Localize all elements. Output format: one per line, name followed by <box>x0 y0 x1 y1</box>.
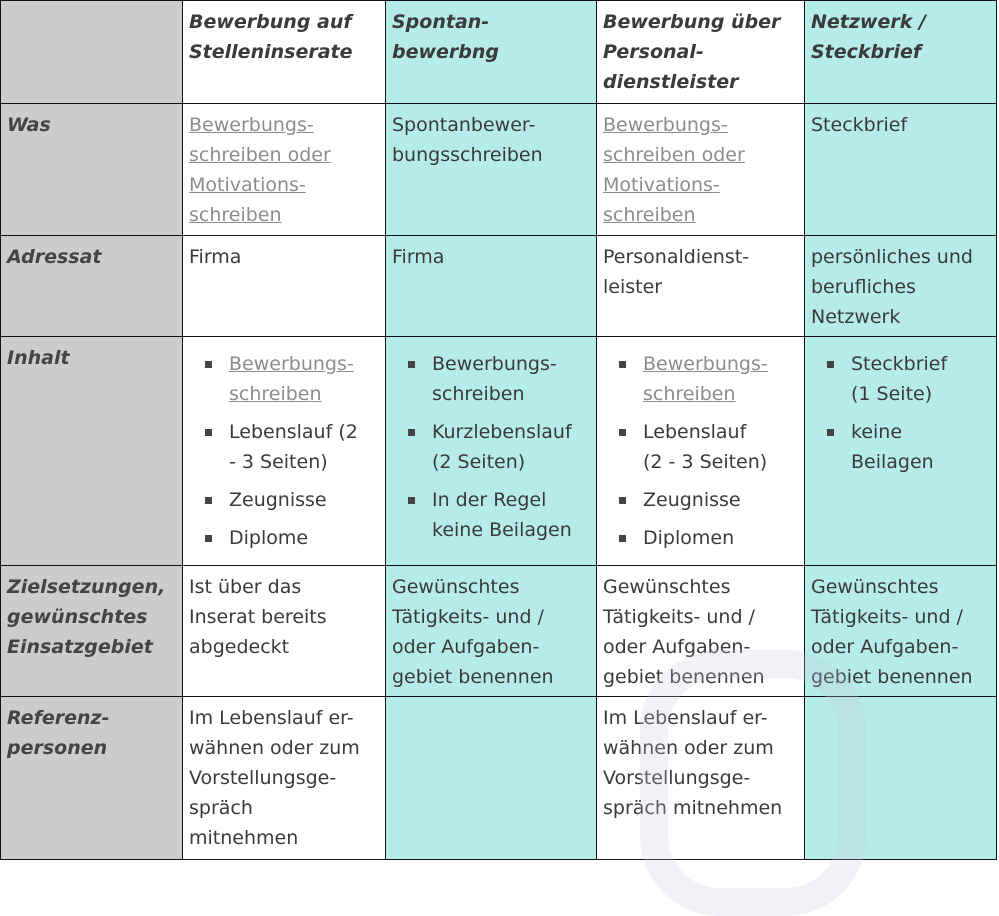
header-stelleninserate: Bewerbung auf Stelleninserate <box>183 1 386 104</box>
adressat-stelleninserate: Firma <box>183 236 386 337</box>
bullet-list <box>603 343 798 553</box>
inhalt-netzwerk <box>805 337 997 566</box>
bullet-list <box>189 343 379 553</box>
link-bewerbungsschreiben[interactable]: schreiben oder <box>189 144 331 166</box>
list-item: Zeugnisse <box>205 485 379 515</box>
referenz-spontan <box>386 697 597 860</box>
list-item: In der Regel keine Beilagen <box>408 485 590 545</box>
link-bewerbungsschreiben[interactable]: Bewerbungs- <box>603 114 728 136</box>
row-zielsetzungen <box>1 566 997 697</box>
bullet-list <box>811 343 990 477</box>
ziel-spontan: Gewünschtes Tätigkeits- und / oder Aufgaben- gebiet benennen <box>386 566 597 697</box>
adressat-personaldienstleister: Personaldienst- leister <box>597 236 805 337</box>
link-bewerbungsschreiben[interactable]: Bewerbungs- <box>189 114 314 136</box>
row-label-inhalt: Inhalt <box>1 337 183 566</box>
adressat-spontan: Firma <box>386 236 597 337</box>
referenz-personaldienstleister: Im Lebenslauf er- wähnen oder zum Vorstellungsge- spräch mitnehmen <box>597 697 805 860</box>
inhalt-personaldienstleister <box>597 337 805 566</box>
inhalt-stelleninserate <box>183 337 386 566</box>
referenz-stelleninserate: Im Lebenslauf er- wähnen oder zum Vorstellungsge- spräch mitnehmen <box>183 697 386 860</box>
list-item: Lebenslauf (2 - 3 Seiten) <box>619 417 798 477</box>
was-netzwerk: Steckbrief <box>805 104 997 236</box>
link-bewerbungsschreiben[interactable]: schreiben oder <box>603 144 745 166</box>
ziel-netzwerk: Gewünschtes Tätigkeits- und / oder Aufgaben- gebiet benennen <box>805 566 997 697</box>
link-motivationsschreiben[interactable]: Motivations- <box>189 174 306 196</box>
list-item: keine Beilagen <box>827 417 990 477</box>
row-label-zielsetzungen: Zielsetzungen, gewünschtes Einsatzgebiet <box>1 566 183 697</box>
ziel-stelleninserate: Ist über das Inserat bereits abgedeckt <box>183 566 386 697</box>
list-item: Diplome <box>205 523 379 553</box>
ziel-personaldienstleister: Gewünschtes Tätigkeits- und / oder Aufgaben- gebiet benennen <box>597 566 805 697</box>
row-label-referenzpersonen: Referenz- personen <box>1 697 183 860</box>
inhalt-spontan <box>386 337 597 566</box>
row-referenzpersonen <box>1 697 997 860</box>
header-corner <box>1 1 183 104</box>
adressat-netzwerk: persönliches und berufliches Netzwerk <box>805 236 997 337</box>
list-item[interactable]: Bewerbungs- schreiben <box>205 349 379 409</box>
was-stelleninserate[interactable] <box>183 104 386 236</box>
link-motivationsschreiben[interactable]: Motivations- <box>603 174 720 196</box>
row-adressat <box>1 236 997 337</box>
list-item: Bewerbungs- schreiben <box>408 349 590 409</box>
was-spontan: Spontanbewer- bungsschreiben <box>386 104 597 236</box>
row-was <box>1 104 997 236</box>
bullet-list <box>392 343 590 545</box>
list-item: Lebenslauf (2 - 3 Seiten) <box>205 417 379 477</box>
list-item: Diplomen <box>619 523 798 553</box>
header-spontanbewerbung: Spontan- bewerbng <box>386 1 597 104</box>
header-row <box>1 1 997 104</box>
header-netzwerk: Netzwerk / Steckbrief <box>805 1 997 104</box>
referenz-netzwerk <box>805 697 997 860</box>
link-motivationsschreiben[interactable]: schreiben <box>189 204 282 226</box>
row-label-adressat: Adressat <box>1 236 183 337</box>
list-item: Steckbrief (1 Seite) <box>827 349 990 409</box>
row-label-was: Was <box>1 104 183 236</box>
row-inhalt <box>1 337 997 566</box>
link-motivationsschreiben[interactable]: schreiben <box>603 204 696 226</box>
list-item: Kurzlebenslauf (2 Seiten) <box>408 417 590 477</box>
header-personaldienstleister: Bewerbung über Personal- dienstleister <box>597 1 805 104</box>
was-personaldienstleister[interactable] <box>597 104 805 236</box>
list-item: Zeugnisse <box>619 485 798 515</box>
list-item[interactable]: Bewerbungs- schreiben <box>619 349 798 409</box>
